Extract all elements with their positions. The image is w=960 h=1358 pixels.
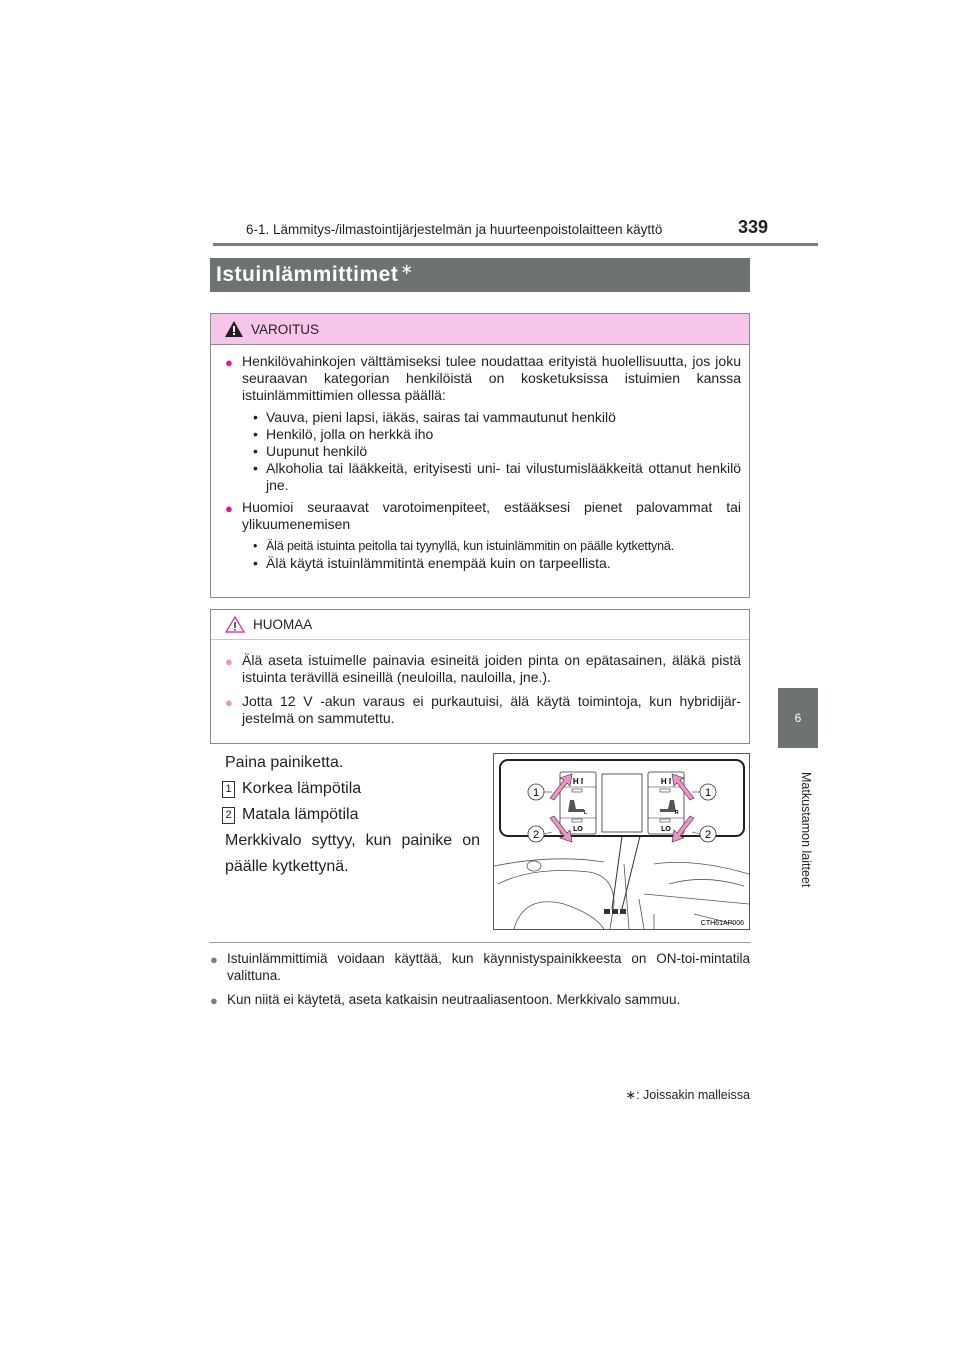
warning-subitem: • Vauva, pieni lapsi, iäkäs, sairas tai vammautunut henkilö	[253, 409, 741, 426]
step-item	[222, 776, 480, 802]
hi-label-left: H I	[572, 777, 584, 786]
bullet-dot-icon: ●	[210, 952, 218, 967]
hi-label-right: H I	[660, 777, 672, 786]
warning-header	[211, 314, 749, 345]
section-title-text: Istuinlämmittimet	[216, 263, 399, 286]
warning-sublist	[225, 409, 741, 494]
bullet-dot-icon: ●	[210, 993, 218, 1008]
step-number: 1	[222, 781, 235, 798]
warning-subitem: • Alkoholia tai lääkkeitä, erityisesti uni- tai vilustumislääkkeitä ottanut henkilö jne.	[253, 460, 741, 494]
callout-1-right: 1	[704, 787, 712, 799]
page-number: 339	[738, 217, 769, 237]
footnote-mark: ∗	[625, 1088, 637, 1102]
warning-bullet: ● Huomioi seuraavat varotoimenpiteet, estääksesi pienet palovammat tai ylikuumenemisen	[225, 499, 741, 532]
bullet-dot-icon: ●	[225, 695, 233, 710]
warning-heading: VAROITUS	[251, 321, 320, 337]
note-item: ● Kun niitä ei käytetä, aseta katkaisin neutraaliasentoon. Merkkivalo sammuu.	[210, 992, 681, 1008]
dashboard-illustration	[494, 754, 749, 929]
warning-subitem: • Uupunut henkilö	[253, 443, 741, 460]
warning-box	[210, 313, 750, 598]
note-item: ● Istuinlämmittimiä voidaan käyttää, kun käynnistyspainikkeesta on ON-toi-mintatila valittuna.	[210, 951, 750, 983]
warning-content	[211, 345, 749, 572]
indicator-text: Merkkivalo syttyy, kun painike on päälle kytkettynä.	[225, 832, 480, 875]
chapter-tab	[778, 688, 818, 748]
seat-label-left: L	[584, 810, 588, 816]
step-label: Matala lämpötila	[242, 806, 359, 823]
bullet-dot-icon: ●	[225, 654, 233, 669]
notice-heading: HUOMAA	[253, 617, 313, 632]
notes-rule	[210, 942, 750, 943]
caution-outline-icon	[225, 616, 245, 633]
instruction-block	[225, 750, 480, 880]
seat-heater-figure	[493, 753, 750, 930]
warning-subitem: • Henkilö, jolla on herkkä iho	[253, 426, 741, 443]
header-rule	[213, 243, 818, 246]
warning-bullet: ● Henkilövahinkojen välttämiseksi tulee noudattaa erityistä huolellisuutta, jos joku seuraavan kategorian henkilöistä on kosketuksissa istuimien kanssa istuinlämmittimien ollessa päällä:	[225, 353, 741, 403]
notes-block	[210, 950, 750, 1015]
notice-box	[210, 609, 750, 744]
step-item	[222, 802, 480, 828]
seat-label-right: R	[675, 810, 679, 816]
chapter-label: Matkustamon laitteet	[799, 772, 813, 888]
section-header: 6-1. Lämmitys-/ilmastointijärjestelmän ja huurteenpoistolaitteen käyttö	[246, 222, 663, 237]
warning-subitem: • Älä peitä istuinta peitolla tai tyynyllä, kun istuinlämmitin on päälle kytkettynä.	[253, 538, 741, 555]
instruction-intro: Paina painiketta.	[225, 754, 344, 771]
notice-header	[211, 610, 749, 640]
section-title	[210, 258, 750, 292]
title-asterisk: ∗	[400, 261, 414, 278]
warning-icon	[225, 321, 243, 337]
notice-content	[211, 640, 749, 727]
warning-sublist	[225, 538, 741, 572]
notice-bullet: ● Älä aseta istuimelle painavia esineitä joiden pinta on epätasainen, äläkä pistä istuinta terävillä esineillä (neuloilla, nauloilla, jne.).	[225, 652, 741, 685]
figure-caption: CTH61AP006	[700, 920, 744, 927]
warning-subitem: • Älä käytä istuinlämmitintä enempää kuin on tarpeellista.	[253, 555, 741, 572]
footnote	[610, 1087, 750, 1102]
chapter-number: 6	[794, 711, 802, 725]
callout-2-left: 2	[532, 829, 540, 841]
callout-2-right: 2	[704, 829, 712, 841]
callout-1-left: 1	[532, 787, 540, 799]
step-number: 2	[222, 807, 235, 824]
bullet-dot-icon: ●	[225, 501, 233, 516]
notice-bullet: ● Jotta 12 V -akun varaus ei purkautuisi, älä käytä toimintoja, kun hybridijär-jestelmä on sammutettu.	[225, 693, 741, 726]
footnote-text: : Joissakin malleissa	[636, 1088, 750, 1102]
lo-label-right: LO	[661, 826, 671, 833]
lo-label-left: LO	[573, 826, 583, 833]
step-label: Korkea lämpötila	[242, 780, 362, 797]
bullet-dot-icon: ●	[225, 355, 233, 370]
